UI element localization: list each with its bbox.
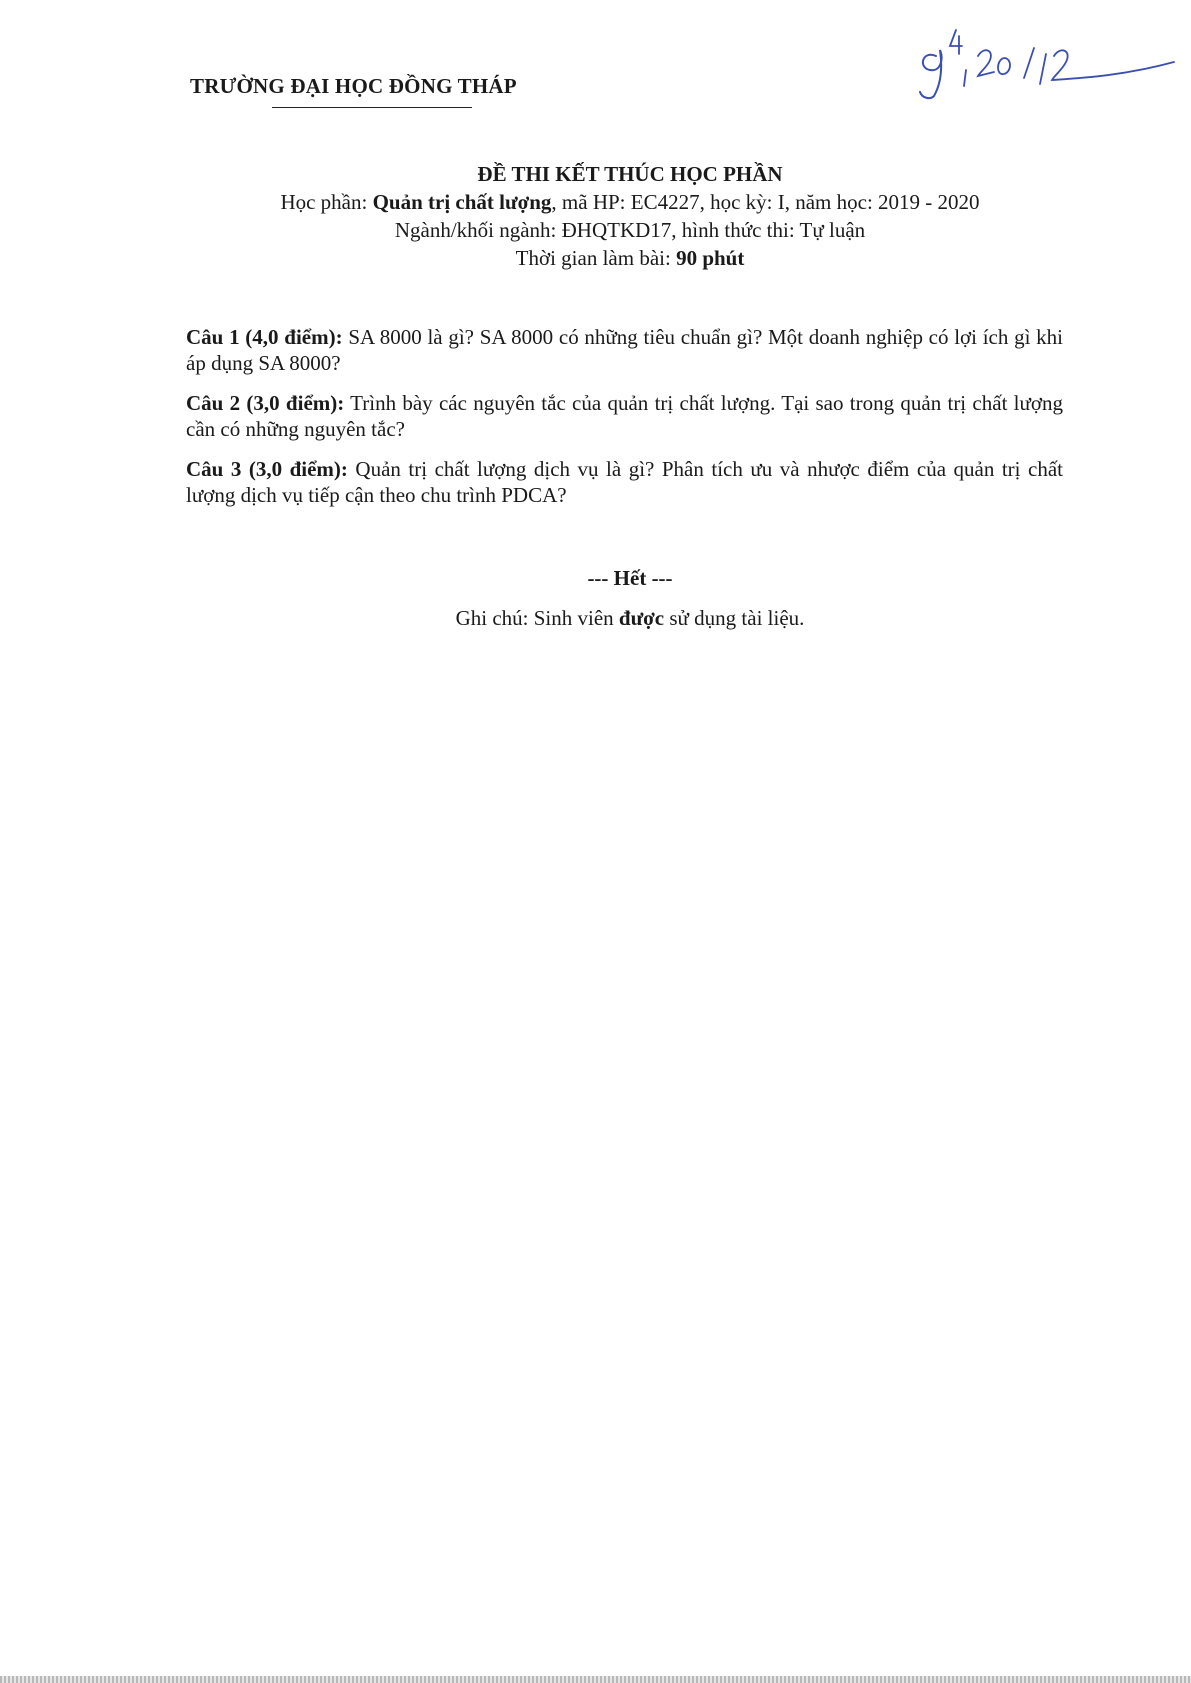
- school-name-underline: [272, 107, 472, 108]
- course-prefix: Học phần:: [280, 190, 373, 214]
- school-name: TRƯỜNG ĐẠI HỌC ĐỒNG THÁP: [190, 74, 517, 98]
- footer-note: [150, 606, 1110, 631]
- note-suffix: sử dụng tài liệu.: [664, 606, 805, 630]
- question-1: [186, 324, 1063, 376]
- end-mark: --- Hết ---: [587, 566, 673, 590]
- scan-edge-strip: [0, 1676, 1191, 1683]
- course-suffix: , mã HP: EC4227, học kỳ: I, năm học: 2019 - 2020: [551, 190, 980, 214]
- time-prefix: Thời gian làm bài:: [515, 246, 677, 270]
- exam-title: ĐỀ THI KẾT THÚC HỌC PHẦN: [477, 162, 783, 186]
- question-label: Câu 3 (3,0 điểm):: [186, 457, 348, 481]
- question-text: Quản trị chất lượng dịch vụ là gì? Phân tích ưu và nhược điểm của quản trị chất lượng dịch vụ tiếp cận theo chu trình PDCA?: [186, 457, 1063, 507]
- question-text: Trình bày các nguyên tắc của quản trị chất lượng. Tại sao trong quản trị chất lượng cần có những nguyên tắc?: [186, 391, 1063, 441]
- question-label: Câu 1 (4,0 điểm):: [186, 325, 343, 349]
- question-list: [186, 324, 1063, 522]
- course-name: Quản trị chất lượng: [372, 190, 552, 214]
- course-info-line: [150, 188, 1110, 216]
- question-text: SA 8000 là gì? SA 8000 có những tiêu chuẩn gì? Một doanh nghiệp có lợi ích gì khi áp dụng SA 8000?: [186, 325, 1063, 375]
- question-3: [186, 456, 1063, 508]
- note-bold: được: [618, 606, 665, 630]
- note-prefix: Ghi chú: Sinh viên: [455, 606, 619, 630]
- question-label: Câu 2 (3,0 điểm):: [186, 391, 345, 415]
- handwritten-note: [912, 20, 1182, 100]
- time-value: 90 phút: [676, 246, 745, 270]
- question-2: [186, 390, 1063, 442]
- major-line: Ngành/khối ngành: ĐHQTKD17, hình thức thi: Tự luận: [394, 218, 866, 242]
- time-line: [150, 244, 1110, 272]
